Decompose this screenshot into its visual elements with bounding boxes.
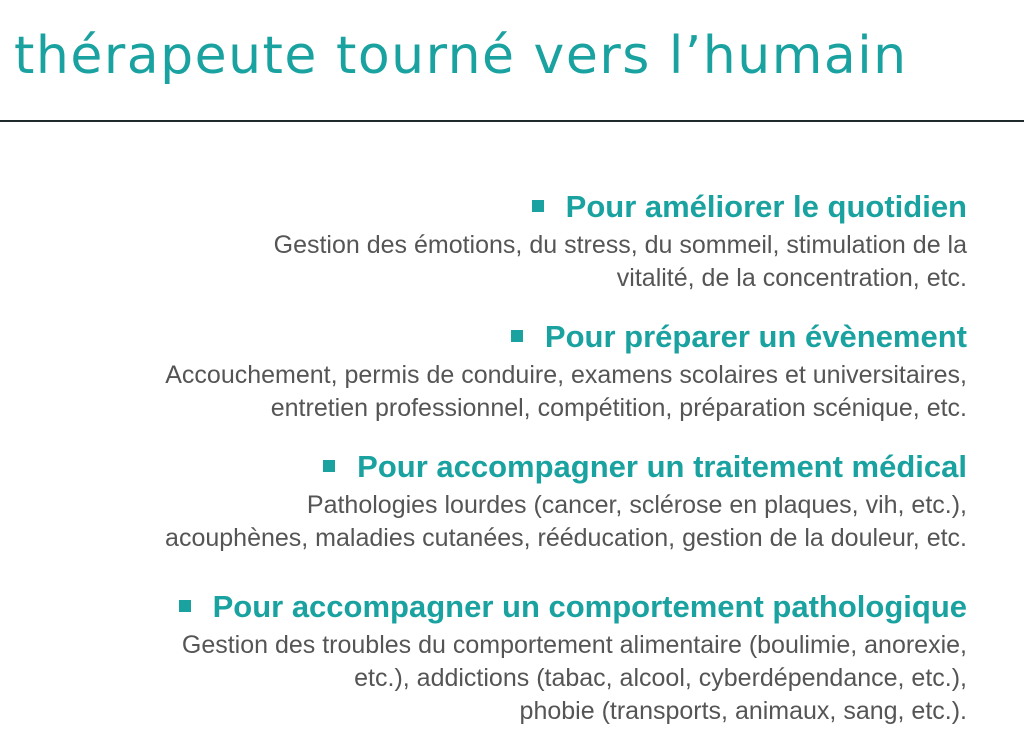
section-heading-text: Pour préparer un évènement (544, 319, 967, 354)
section-heading (7, 445, 967, 489)
section-comportement-pathologique (7, 585, 967, 728)
square-bullet-icon (532, 200, 544, 212)
page-title: thérapeute tourné vers l’humain (14, 26, 908, 86)
section-traitement-medical (7, 445, 967, 555)
section-preparer-evenement (7, 315, 967, 425)
section-description-line: Gestion des émotions, du stress, du sommeil, stimulation de la (273, 231, 967, 259)
section-description (7, 489, 967, 555)
section-description-line: entretien professionnel, compétition, préparation scénique, etc. (270, 394, 967, 422)
section-description-line: Accouchement, permis de conduire, examens scolaires et universitaires, (165, 361, 967, 389)
title-divider (0, 120, 1024, 122)
section-description-line: Gestion des troubles du comportement alimentaire (boulimie, anorexie, (181, 631, 967, 659)
section-description (7, 229, 967, 295)
section-heading-text: Pour accompagner un comportement pathologique (212, 589, 967, 624)
section-heading (7, 585, 967, 629)
section-description-line: Pathologies lourdes (cancer, sclérose en plaques, vih, etc.), (306, 491, 967, 519)
section-description-line: etc.), addictions (tabac, alcool, cyberdépendance, etc.), (354, 664, 967, 692)
section-description-line: vitalité, de la concentration, etc. (616, 264, 967, 292)
section-ameliorer-quotidien (7, 185, 967, 295)
section-description (7, 629, 967, 728)
section-heading (7, 185, 967, 229)
section-description-line: acouphènes, maladies cutanées, rééducation, gestion de la douleur, etc. (165, 524, 967, 552)
sections-list (7, 185, 967, 728)
square-bullet-icon (179, 600, 191, 612)
section-heading (7, 315, 967, 359)
section-description (7, 359, 967, 425)
square-bullet-icon (511, 330, 523, 342)
square-bullet-icon (323, 460, 335, 472)
section-heading-text: Pour accompagner un traitement médical (357, 449, 967, 484)
section-description-line: phobie (transports, animaux, sang, etc.). (519, 697, 967, 725)
section-heading-text: Pour améliorer le quotidien (565, 189, 967, 224)
